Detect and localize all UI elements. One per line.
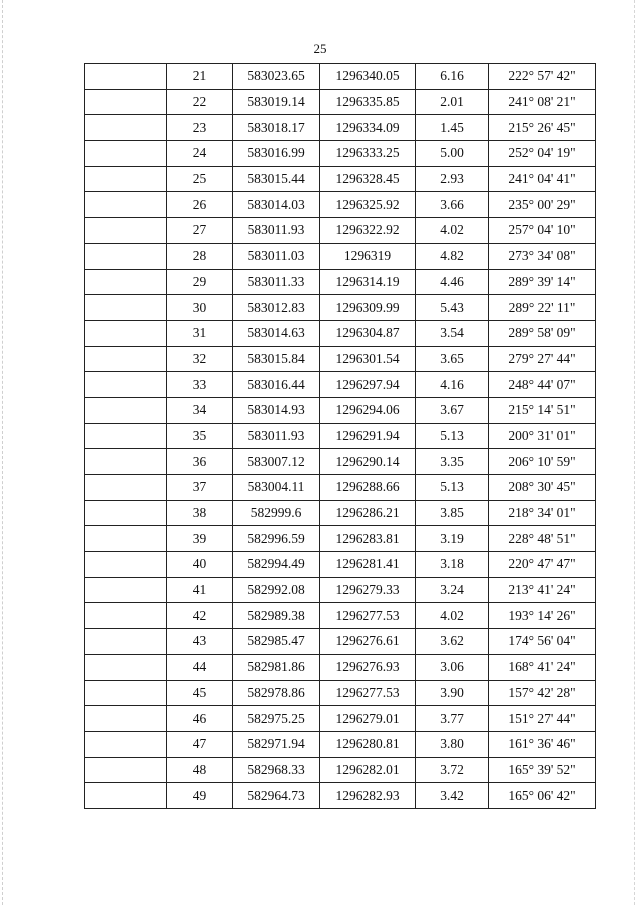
table-row	[85, 654, 596, 680]
point-number-cell: 31	[167, 320, 233, 346]
table-row	[85, 783, 596, 809]
point-number-cell: 29	[167, 269, 233, 295]
distance-cell: 3.90	[416, 680, 489, 706]
x-coordinate-cell: 583015.84	[233, 346, 320, 372]
blank-cell	[85, 346, 167, 372]
x-coordinate-cell: 582975.25	[233, 706, 320, 732]
point-number-cell: 21	[167, 64, 233, 90]
bearing-cell: 208° 30' 45"	[489, 475, 596, 501]
y-coordinate-cell: 1296279.33	[320, 577, 416, 603]
x-coordinate-cell: 583011.93	[233, 423, 320, 449]
scan-edge-left	[2, 0, 4, 905]
distance-cell: 5.00	[416, 141, 489, 167]
y-coordinate-cell: 1296340.05	[320, 64, 416, 90]
x-coordinate-cell: 582981.86	[233, 654, 320, 680]
bearing-cell: 248° 44' 07"	[489, 372, 596, 398]
blank-cell	[85, 192, 167, 218]
distance-cell: 4.82	[416, 243, 489, 269]
distance-cell: 3.67	[416, 397, 489, 423]
blank-cell	[85, 141, 167, 167]
x-coordinate-cell: 583019.14	[233, 89, 320, 115]
y-coordinate-cell: 1296277.53	[320, 680, 416, 706]
distance-cell: 3.80	[416, 731, 489, 757]
bearing-cell: 289° 22' 11"	[489, 295, 596, 321]
distance-cell: 5.43	[416, 295, 489, 321]
x-coordinate-cell: 582985.47	[233, 629, 320, 655]
y-coordinate-cell: 1296319	[320, 243, 416, 269]
bearing-cell: 213° 41' 24"	[489, 577, 596, 603]
bearing-cell: 206° 10' 59"	[489, 449, 596, 475]
distance-cell: 3.72	[416, 757, 489, 783]
table-row	[85, 500, 596, 526]
y-coordinate-cell: 1296328.45	[320, 166, 416, 192]
bearing-cell: 157° 42' 28"	[489, 680, 596, 706]
y-coordinate-cell: 1296282.01	[320, 757, 416, 783]
point-number-cell: 30	[167, 295, 233, 321]
y-coordinate-cell: 1296325.92	[320, 192, 416, 218]
distance-cell: 5.13	[416, 475, 489, 501]
x-coordinate-cell: 582994.49	[233, 552, 320, 578]
table-row	[85, 577, 596, 603]
bearing-cell: 273° 34' 08"	[489, 243, 596, 269]
blank-cell	[85, 89, 167, 115]
point-number-cell: 44	[167, 654, 233, 680]
blank-cell	[85, 680, 167, 706]
distance-cell: 3.35	[416, 449, 489, 475]
y-coordinate-cell: 1296333.25	[320, 141, 416, 167]
blank-cell	[85, 115, 167, 141]
blank-cell	[85, 706, 167, 732]
x-coordinate-cell: 583016.44	[233, 372, 320, 398]
point-number-cell: 27	[167, 218, 233, 244]
y-coordinate-cell: 1296294.06	[320, 397, 416, 423]
page-number: 25	[313, 41, 327, 56]
bearing-cell: 200° 31' 01"	[489, 423, 596, 449]
point-number-cell: 33	[167, 372, 233, 398]
distance-cell: 3.18	[416, 552, 489, 578]
blank-cell	[85, 269, 167, 295]
bearing-cell: 174° 56' 04"	[489, 629, 596, 655]
x-coordinate-cell: 583014.03	[233, 192, 320, 218]
table-row	[85, 757, 596, 783]
scan-edge-right	[634, 0, 636, 905]
table-row	[85, 706, 596, 732]
blank-cell	[85, 552, 167, 578]
table-row	[85, 397, 596, 423]
x-coordinate-cell: 583014.63	[233, 320, 320, 346]
table-row	[85, 166, 596, 192]
bearing-cell: 252° 04' 19"	[489, 141, 596, 167]
distance-cell: 6.16	[416, 64, 489, 90]
table-row	[85, 475, 596, 501]
point-number-cell: 47	[167, 731, 233, 757]
distance-cell: 3.66	[416, 192, 489, 218]
x-coordinate-cell: 583023.65	[233, 64, 320, 90]
point-number-cell: 25	[167, 166, 233, 192]
y-coordinate-cell: 1296282.93	[320, 783, 416, 809]
x-coordinate-cell: 582971.94	[233, 731, 320, 757]
table-row	[85, 731, 596, 757]
y-coordinate-cell: 1296276.61	[320, 629, 416, 655]
blank-cell	[85, 397, 167, 423]
blank-cell	[85, 526, 167, 552]
distance-cell: 3.62	[416, 629, 489, 655]
table-row	[85, 295, 596, 321]
point-number-cell: 34	[167, 397, 233, 423]
blank-cell	[85, 320, 167, 346]
bearing-cell: 168° 41' 24"	[489, 654, 596, 680]
x-coordinate-cell: 582978.86	[233, 680, 320, 706]
bearing-cell: 220° 47' 47"	[489, 552, 596, 578]
distance-cell: 2.93	[416, 166, 489, 192]
y-coordinate-cell: 1296297.94	[320, 372, 416, 398]
point-number-cell: 48	[167, 757, 233, 783]
table-row	[85, 449, 596, 475]
blank-cell	[85, 423, 167, 449]
table-row	[85, 552, 596, 578]
bearing-cell: 279° 27' 44"	[489, 346, 596, 372]
bearing-cell: 165° 06' 42"	[489, 783, 596, 809]
blank-cell	[85, 629, 167, 655]
y-coordinate-cell: 1296309.99	[320, 295, 416, 321]
distance-cell: 2.01	[416, 89, 489, 115]
point-number-cell: 36	[167, 449, 233, 475]
blank-cell	[85, 654, 167, 680]
x-coordinate-cell: 582999.6	[233, 500, 320, 526]
y-coordinate-cell: 1296335.85	[320, 89, 416, 115]
y-coordinate-cell: 1296322.92	[320, 218, 416, 244]
y-coordinate-cell: 1296286.21	[320, 500, 416, 526]
y-coordinate-cell: 1296280.81	[320, 731, 416, 757]
y-coordinate-cell: 1296290.14	[320, 449, 416, 475]
x-coordinate-cell: 583011.03	[233, 243, 320, 269]
table-row	[85, 89, 596, 115]
x-coordinate-cell: 582996.59	[233, 526, 320, 552]
blank-cell	[85, 295, 167, 321]
blank-cell	[85, 731, 167, 757]
distance-cell: 5.13	[416, 423, 489, 449]
blank-cell	[85, 218, 167, 244]
x-coordinate-cell: 583018.17	[233, 115, 320, 141]
bearing-cell: 161° 36' 46"	[489, 731, 596, 757]
table-row	[85, 269, 596, 295]
point-number-cell: 39	[167, 526, 233, 552]
coordinates-table	[84, 63, 596, 809]
blank-cell	[85, 449, 167, 475]
y-coordinate-cell: 1296334.09	[320, 115, 416, 141]
bearing-cell: 235° 00' 29"	[489, 192, 596, 218]
distance-cell: 3.85	[416, 500, 489, 526]
y-coordinate-cell: 1296301.54	[320, 346, 416, 372]
bearing-cell: 289° 58' 09"	[489, 320, 596, 346]
point-number-cell: 38	[167, 500, 233, 526]
table-row	[85, 115, 596, 141]
bearing-cell: 151° 27' 44"	[489, 706, 596, 732]
distance-cell: 3.19	[416, 526, 489, 552]
table-row	[85, 629, 596, 655]
blank-cell	[85, 372, 167, 398]
x-coordinate-cell: 582989.38	[233, 603, 320, 629]
bearing-cell: 241° 04' 41"	[489, 166, 596, 192]
blank-cell	[85, 603, 167, 629]
table-row	[85, 64, 596, 90]
table-row	[85, 603, 596, 629]
point-number-cell: 26	[167, 192, 233, 218]
bearing-cell: 218° 34' 01"	[489, 500, 596, 526]
y-coordinate-cell: 1296291.94	[320, 423, 416, 449]
coordinates-table-body	[85, 64, 596, 809]
point-number-cell: 32	[167, 346, 233, 372]
bearing-cell: 165° 39' 52"	[489, 757, 596, 783]
point-number-cell: 45	[167, 680, 233, 706]
distance-cell: 3.24	[416, 577, 489, 603]
x-coordinate-cell: 583007.12	[233, 449, 320, 475]
table-row	[85, 141, 596, 167]
table-row	[85, 423, 596, 449]
distance-cell: 3.06	[416, 654, 489, 680]
distance-cell: 4.02	[416, 603, 489, 629]
table-row	[85, 320, 596, 346]
blank-cell	[85, 500, 167, 526]
bearing-cell: 257° 04' 10"	[489, 218, 596, 244]
y-coordinate-cell: 1296276.93	[320, 654, 416, 680]
y-coordinate-cell: 1296279.01	[320, 706, 416, 732]
blank-cell	[85, 577, 167, 603]
bearing-cell: 289° 39' 14"	[489, 269, 596, 295]
y-coordinate-cell: 1296283.81	[320, 526, 416, 552]
point-number-cell: 40	[167, 552, 233, 578]
blank-cell	[85, 757, 167, 783]
table-row	[85, 680, 596, 706]
blank-cell	[85, 243, 167, 269]
x-coordinate-cell: 582964.73	[233, 783, 320, 809]
point-number-cell: 22	[167, 89, 233, 115]
distance-cell: 3.54	[416, 320, 489, 346]
blank-cell	[85, 475, 167, 501]
x-coordinate-cell: 583004.11	[233, 475, 320, 501]
table-row	[85, 192, 596, 218]
blank-cell	[85, 166, 167, 192]
y-coordinate-cell: 1296314.19	[320, 269, 416, 295]
point-number-cell: 37	[167, 475, 233, 501]
distance-cell: 4.02	[416, 218, 489, 244]
x-coordinate-cell: 583016.99	[233, 141, 320, 167]
distance-cell: 4.16	[416, 372, 489, 398]
table-row	[85, 526, 596, 552]
distance-cell: 3.42	[416, 783, 489, 809]
distance-cell: 3.77	[416, 706, 489, 732]
point-number-cell: 28	[167, 243, 233, 269]
x-coordinate-cell: 582968.33	[233, 757, 320, 783]
point-number-cell: 49	[167, 783, 233, 809]
x-coordinate-cell: 583014.93	[233, 397, 320, 423]
bearing-cell: 228° 48' 51"	[489, 526, 596, 552]
x-coordinate-cell: 583011.33	[233, 269, 320, 295]
point-number-cell: 41	[167, 577, 233, 603]
y-coordinate-cell: 1296288.66	[320, 475, 416, 501]
x-coordinate-cell: 583012.83	[233, 295, 320, 321]
distance-cell: 3.65	[416, 346, 489, 372]
bearing-cell: 215° 26' 45"	[489, 115, 596, 141]
y-coordinate-cell: 1296304.87	[320, 320, 416, 346]
blank-cell	[85, 783, 167, 809]
point-number-cell: 35	[167, 423, 233, 449]
table-row	[85, 243, 596, 269]
point-number-cell: 46	[167, 706, 233, 732]
bearing-cell: 241° 08' 21"	[489, 89, 596, 115]
y-coordinate-cell: 1296281.41	[320, 552, 416, 578]
point-number-cell: 43	[167, 629, 233, 655]
distance-cell: 1.45	[416, 115, 489, 141]
y-coordinate-cell: 1296277.53	[320, 603, 416, 629]
point-number-cell: 23	[167, 115, 233, 141]
point-number-cell: 42	[167, 603, 233, 629]
x-coordinate-cell: 583015.44	[233, 166, 320, 192]
point-number-cell: 24	[167, 141, 233, 167]
table-row	[85, 346, 596, 372]
x-coordinate-cell: 582992.08	[233, 577, 320, 603]
x-coordinate-cell: 583011.93	[233, 218, 320, 244]
blank-cell	[85, 64, 167, 90]
bearing-cell: 193° 14' 26"	[489, 603, 596, 629]
distance-cell: 4.46	[416, 269, 489, 295]
bearing-cell: 215° 14' 51"	[489, 397, 596, 423]
table-row	[85, 218, 596, 244]
table-row	[85, 372, 596, 398]
bearing-cell: 222° 57' 42"	[489, 64, 596, 90]
